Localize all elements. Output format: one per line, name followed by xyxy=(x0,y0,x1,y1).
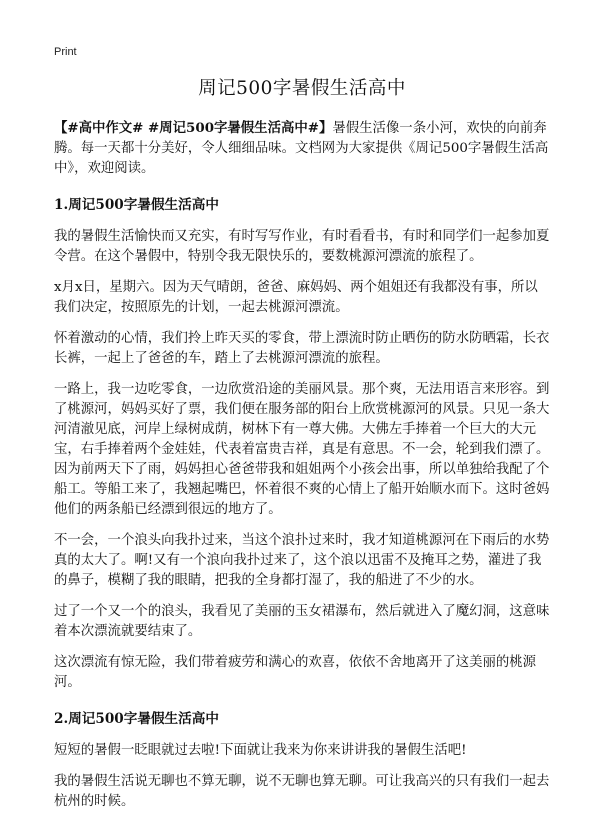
paragraph: 过了一个又一个的浪头，我看见了美丽的玉女裙瀑布，然后就进入了魔幻洞，这意味着本次漂流就要结束了。 xyxy=(54,604,550,639)
paragraph: 我的暑假生活愉快而又充实，有时写写作业，有时看看书，有时和同学们一起参加夏令营。在这个暑假中，特别令我无限快乐的，要数桃源河漂流的旅程了。 xyxy=(54,229,550,264)
paragraph: 这次漂流有惊无险，我们带着疲劳和满心的欢喜，依依不舍地离开了这美丽的桃源河。 xyxy=(54,655,537,690)
paragraph: 不一会，一个浪头向我扑过来，当这个浪扑过来时，我才知道桃源河在下雨后的水势真的太大了。啊!又有一个浪向我扑过来了，这个浪以迅雷不及掩耳之势，灌进了我的鼻子，模糊了我的眼睛，把我的全身都打湿了，我的船进了不少的水。 xyxy=(54,533,550,588)
intro-tag: 【#高中作文# #周记500字暑假生活高中#】 xyxy=(54,120,333,136)
print-label: Print xyxy=(54,46,77,58)
section-heading-2: 2.周记500字暑假生活高中 xyxy=(54,711,219,727)
paragraph: 怀着激动的心情，我们拎上昨天买的零食，带上漂流时防止晒伤的防水防晒霜，长衣长裤，一起上了爸爸的车，踏上了去桃源河漂流的旅程。 xyxy=(54,331,550,366)
page-title: 周记500字暑假生活高中 xyxy=(198,78,406,99)
paragraph: 短短的暑假一眨眼就过去啦!下面就让我来为你来讲讲我的暑假生活吧! xyxy=(54,743,467,758)
paragraph: 一路上，我一边吃零食，一边欣赏沿途的美丽风景。那个爽，无法用语言来形容。到了桃源河，妈妈买好了票，我们便在服务部的阳台上欣赏桃源河的风景。只见一条大河清澈见底，河岸上绿树成荫，树林下有一尊大佛。大佛左手捧着一个巨大的大元宝，右手捧着两个金娃娃，代表着富贵吉祥，真是有意思。不一会，轮到我们漂了。因为前两天下了雨，妈妈担心爸爸带我和姐姐两个小孩会出事，所以单独给我配了个船工。等船工来了，我翘起嘴巴，怀着很不爽的心情上了船开始顺水而下。这时爸妈他们的两条船已经漂到很远的地方了。 xyxy=(54,382,550,517)
intro-text: 暑假生活像一条小河，欢快的向前奔腾。每一天都十分美好，令人细细品味。文档网为大家提供《周记500字暑假生活高中》，欢迎阅读。 xyxy=(54,121,549,176)
document-body xyxy=(54,74,550,823)
paragraph: 我的暑假生活说无聊也不算无聊，说不无聊也算无聊。可让我高兴的只有我们一起去杭州的时候。 xyxy=(54,774,550,809)
section-heading-1: 1.周记500字暑假生活高中 xyxy=(54,197,219,213)
intro-paragraph xyxy=(54,118,550,179)
paragraph: x月x日，星期六。因为天气晴朗，爸爸、麻妈妈、两个姐姐还有我都没有事，所以我们决定，按照原先的计划，一起去桃源河漂流。 xyxy=(54,280,538,315)
